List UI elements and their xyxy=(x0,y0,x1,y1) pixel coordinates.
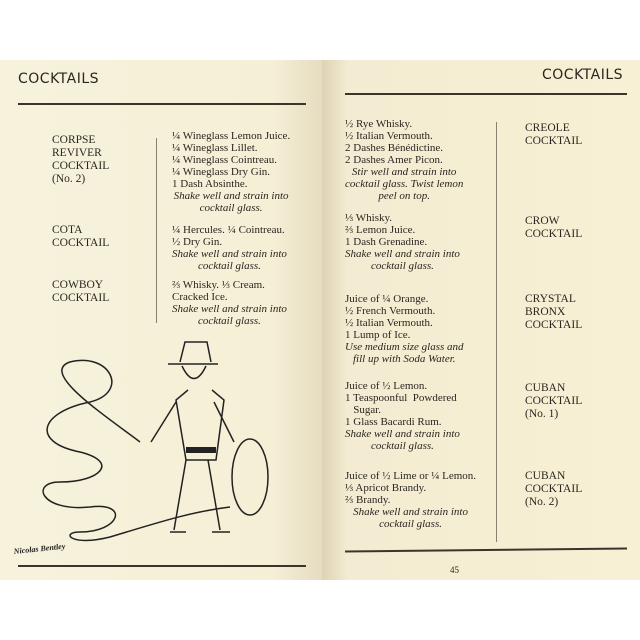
cocktail-name: CROW COCKTAIL xyxy=(525,215,583,240)
cocktail-name: CUBAN COCKTAIL (No. 1) xyxy=(525,382,583,420)
recipe xyxy=(172,224,287,272)
footer-rule xyxy=(18,565,306,567)
artist-signature: Nicolas Bentley xyxy=(13,541,66,556)
ingredient: Sugar. xyxy=(345,404,382,416)
method: cocktail glass. Twist lemon xyxy=(345,178,464,190)
recipe xyxy=(172,279,287,327)
method: cocktail glass. xyxy=(197,315,261,327)
recipe xyxy=(345,118,463,202)
method: cocktail glass. xyxy=(370,260,434,272)
page-header: COCKTAILS xyxy=(18,71,100,87)
method: Shake well and strain into xyxy=(173,190,289,202)
ingredient: ⅔ Lemon Juice. xyxy=(345,224,416,236)
right-page xyxy=(322,60,640,580)
cocktail-name: COWBOY COCKTAIL xyxy=(52,279,110,304)
recipe xyxy=(172,130,290,214)
recipe xyxy=(345,380,460,452)
column-divider xyxy=(156,138,157,323)
ingredient: Cracked Ice. xyxy=(172,291,228,303)
ingredient: Juice of ¼ Orange. xyxy=(345,293,429,305)
ingredient: ½ Dry Gin. xyxy=(172,236,223,248)
method: Shake well and strain into xyxy=(345,428,460,440)
header-rule xyxy=(345,93,627,95)
cocktail-name: COTA COCKTAIL xyxy=(52,224,110,249)
ingredient: ¼ Wineglass Lemon Juice. xyxy=(172,130,291,142)
ingredient: ⅔ Brandy. xyxy=(345,494,391,506)
recipe xyxy=(345,293,464,365)
method: Shake well and strain into xyxy=(345,248,460,260)
ingredient: 2 Dashes Amer Picon. xyxy=(345,154,443,166)
belt-icon xyxy=(186,447,216,453)
ingredient: 2 Dashes Bénédictine. xyxy=(345,142,444,154)
method: cocktail glass. xyxy=(379,518,442,530)
method: cocktail glass. xyxy=(199,202,263,214)
cocktail-name: CRYSTAL BRONX COCKTAIL xyxy=(525,293,583,331)
column-divider xyxy=(496,122,497,542)
ingredient: ¼ Wineglass Lillet. xyxy=(172,142,258,154)
method: cocktail glass. xyxy=(197,260,261,272)
method: Shake well and strain into xyxy=(172,303,287,315)
ingredient: ½ Italian Vermouth. xyxy=(345,317,433,329)
ingredient: 1 Glass Bacardi Rum. xyxy=(345,416,442,428)
recipe xyxy=(345,212,460,272)
ingredient: ¼ Hercules. ¼ Cointreau. xyxy=(172,224,285,236)
left-page xyxy=(0,60,322,580)
ingredient: ⅓ Apricot Brandy. xyxy=(345,482,427,494)
ingredient: ½ Italian Vermouth. xyxy=(345,130,433,142)
footer-rule xyxy=(345,548,627,552)
ingredient: Juice of ½ Lime or ¼ Lemon. xyxy=(345,470,477,482)
ingredient: 1 Dash Absinthe. xyxy=(172,178,248,190)
method: Stir well and strain into xyxy=(351,166,457,178)
cowboy-illustration xyxy=(0,332,320,562)
ingredient: 1 Dash Grenadine. xyxy=(345,236,428,248)
ingredient: ½ French Vermouth. xyxy=(345,305,436,317)
ingredient: 1 Lump of Ice. xyxy=(345,329,411,341)
method: cocktail glass. xyxy=(370,440,434,452)
method: peel on top. xyxy=(378,190,430,202)
recipe xyxy=(345,470,476,530)
cocktail-name: CREOLE COCKTAIL xyxy=(525,122,583,147)
ingredient: ¼ Wineglass Cointreau. xyxy=(172,154,278,166)
ingredient: ⅔ Whisky. ⅓ Cream. xyxy=(172,279,265,291)
ingredient: 1 Teaspoonful Powdered xyxy=(345,392,457,404)
method: Shake well and strain into xyxy=(172,248,287,260)
cocktail-name: CUBAN COCKTAIL (No. 2) xyxy=(525,470,583,508)
header-rule xyxy=(18,103,306,105)
cocktail-name: CORPSE REVIVER COCKTAIL (No. 2) xyxy=(52,134,110,185)
page-header: COCKTAILS xyxy=(542,67,624,83)
ingredient: Juice of ½ Lemon. xyxy=(345,380,428,392)
ingredient: ¼ Wineglass Dry Gin. xyxy=(172,166,271,178)
method: Use medium size glass and xyxy=(345,341,464,353)
page-number: 45 xyxy=(450,565,459,575)
ingredient: ½ Rye Whisky. xyxy=(345,118,413,130)
ingredient: ⅓ Whisky. xyxy=(345,212,393,224)
method: fill up with Soda Water. xyxy=(352,353,456,365)
method: Shake well and strain into xyxy=(353,506,468,518)
